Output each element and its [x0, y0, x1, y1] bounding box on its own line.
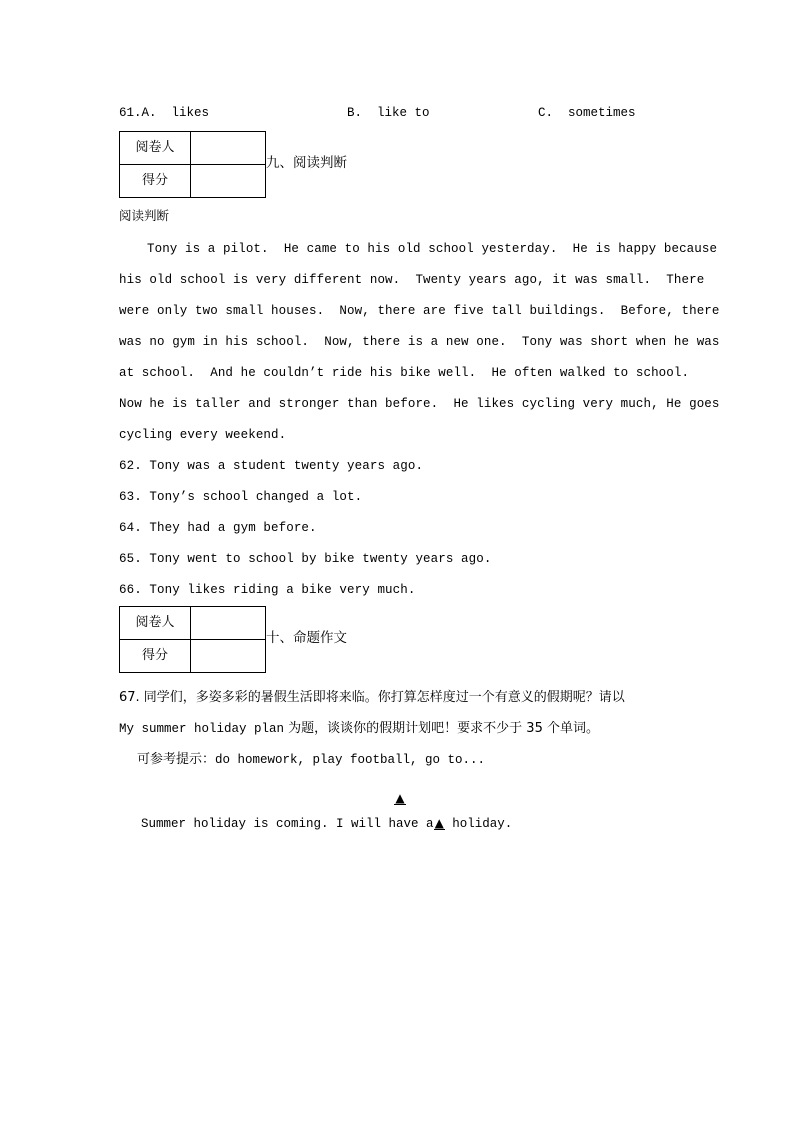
table-row	[120, 607, 266, 640]
score-label: 得分	[120, 165, 191, 198]
list-item[interactable]: 65. Tony went to school by bike twenty years ago.	[119, 552, 492, 566]
table-row	[120, 165, 266, 198]
composition-prompt-line-1: 67. 同学们，多姿多彩的暑假生活即将来临。你打算怎样度过一个有意义的假期呢？请以	[119, 690, 625, 705]
list-item[interactable]: 63. Tony’s school changed a lot.	[119, 490, 363, 504]
score-value-cell[interactable]	[191, 640, 266, 673]
passage-line: Tony is a pilot. He came to his old school yesterday. He is happy because	[147, 242, 718, 256]
reviewer-value-cell[interactable]	[191, 132, 266, 165]
composition-title-topic: My summer holiday plan	[119, 722, 285, 736]
true-false-statement-list	[119, 458, 681, 613]
composition-requirement: 为题，谈谈你的假期计划吧！要求不少于 35 个单词。	[284, 721, 599, 736]
section-ten-heading: 十、命题作文	[266, 630, 347, 646]
question-61-number-and-option-a	[119, 104, 209, 122]
list-item[interactable]: 62. Tony was a student twenty years ago.	[119, 459, 424, 473]
question-61-option-a: A. likes	[141, 106, 210, 120]
list-item[interactable]: 66. Tony likes riding a bike very much.	[119, 583, 416, 597]
reviewer-label: 阅卷人	[120, 607, 191, 640]
table-row	[120, 640, 266, 673]
question-61-option-b: B. like to	[347, 106, 430, 120]
passage-line: his old school is very different now. Twenty years ago, it was small. There	[119, 273, 705, 287]
question-61-number: 61.	[119, 106, 142, 120]
scorebox-section-nine	[119, 131, 266, 198]
composition-hint-label: 可参考提示：	[137, 752, 216, 767]
score-value-cell[interactable]	[191, 165, 266, 198]
passage-line: was no gym in his school. Now, there is a new one. Tony was short when he was	[119, 335, 720, 349]
score-label: 得分	[120, 640, 191, 673]
passage-line: Now he is taller and stronger than before. He likes cycling very much, He goes	[119, 397, 720, 411]
composition-title-blank-row	[119, 789, 681, 813]
composition-hint-line	[119, 752, 681, 782]
scorebox-section-ten	[119, 606, 266, 673]
section-nine-heading: 九、阅读判断	[266, 155, 347, 171]
passage-line: cycling every weekend.	[119, 428, 287, 442]
reading-passage	[119, 241, 720, 458]
composition-block	[119, 690, 681, 831]
section-nine-subtitle: 阅读判断	[119, 208, 170, 223]
composition-opening-sentence	[141, 816, 512, 832]
composition-prompt-line-2	[119, 721, 681, 752]
composition-hint-items: do homework, play football, go to...	[215, 753, 486, 767]
triangle-blank-icon[interactable]: ▲	[395, 791, 405, 805]
question-61-options-row	[119, 104, 679, 122]
table-row	[120, 132, 266, 165]
list-item[interactable]: 64. They had a gym before.	[119, 521, 317, 535]
reviewer-label: 阅卷人	[120, 132, 191, 165]
composition-opening-part-1: Summer holiday is coming. I will have a	[141, 817, 434, 831]
triangle-blank-icon[interactable]: ▲	[434, 816, 444, 830]
passage-line: at school. And he couldn’t ride his bike well. He often walked to school.	[119, 366, 690, 380]
passage-line: were only two small houses. Now, there are five tall buildings. Before, there	[119, 304, 720, 318]
composition-opening-part-2: holiday.	[444, 817, 513, 831]
question-61-option-c: C. sometimes	[538, 106, 636, 120]
reviewer-value-cell[interactable]	[191, 607, 266, 640]
